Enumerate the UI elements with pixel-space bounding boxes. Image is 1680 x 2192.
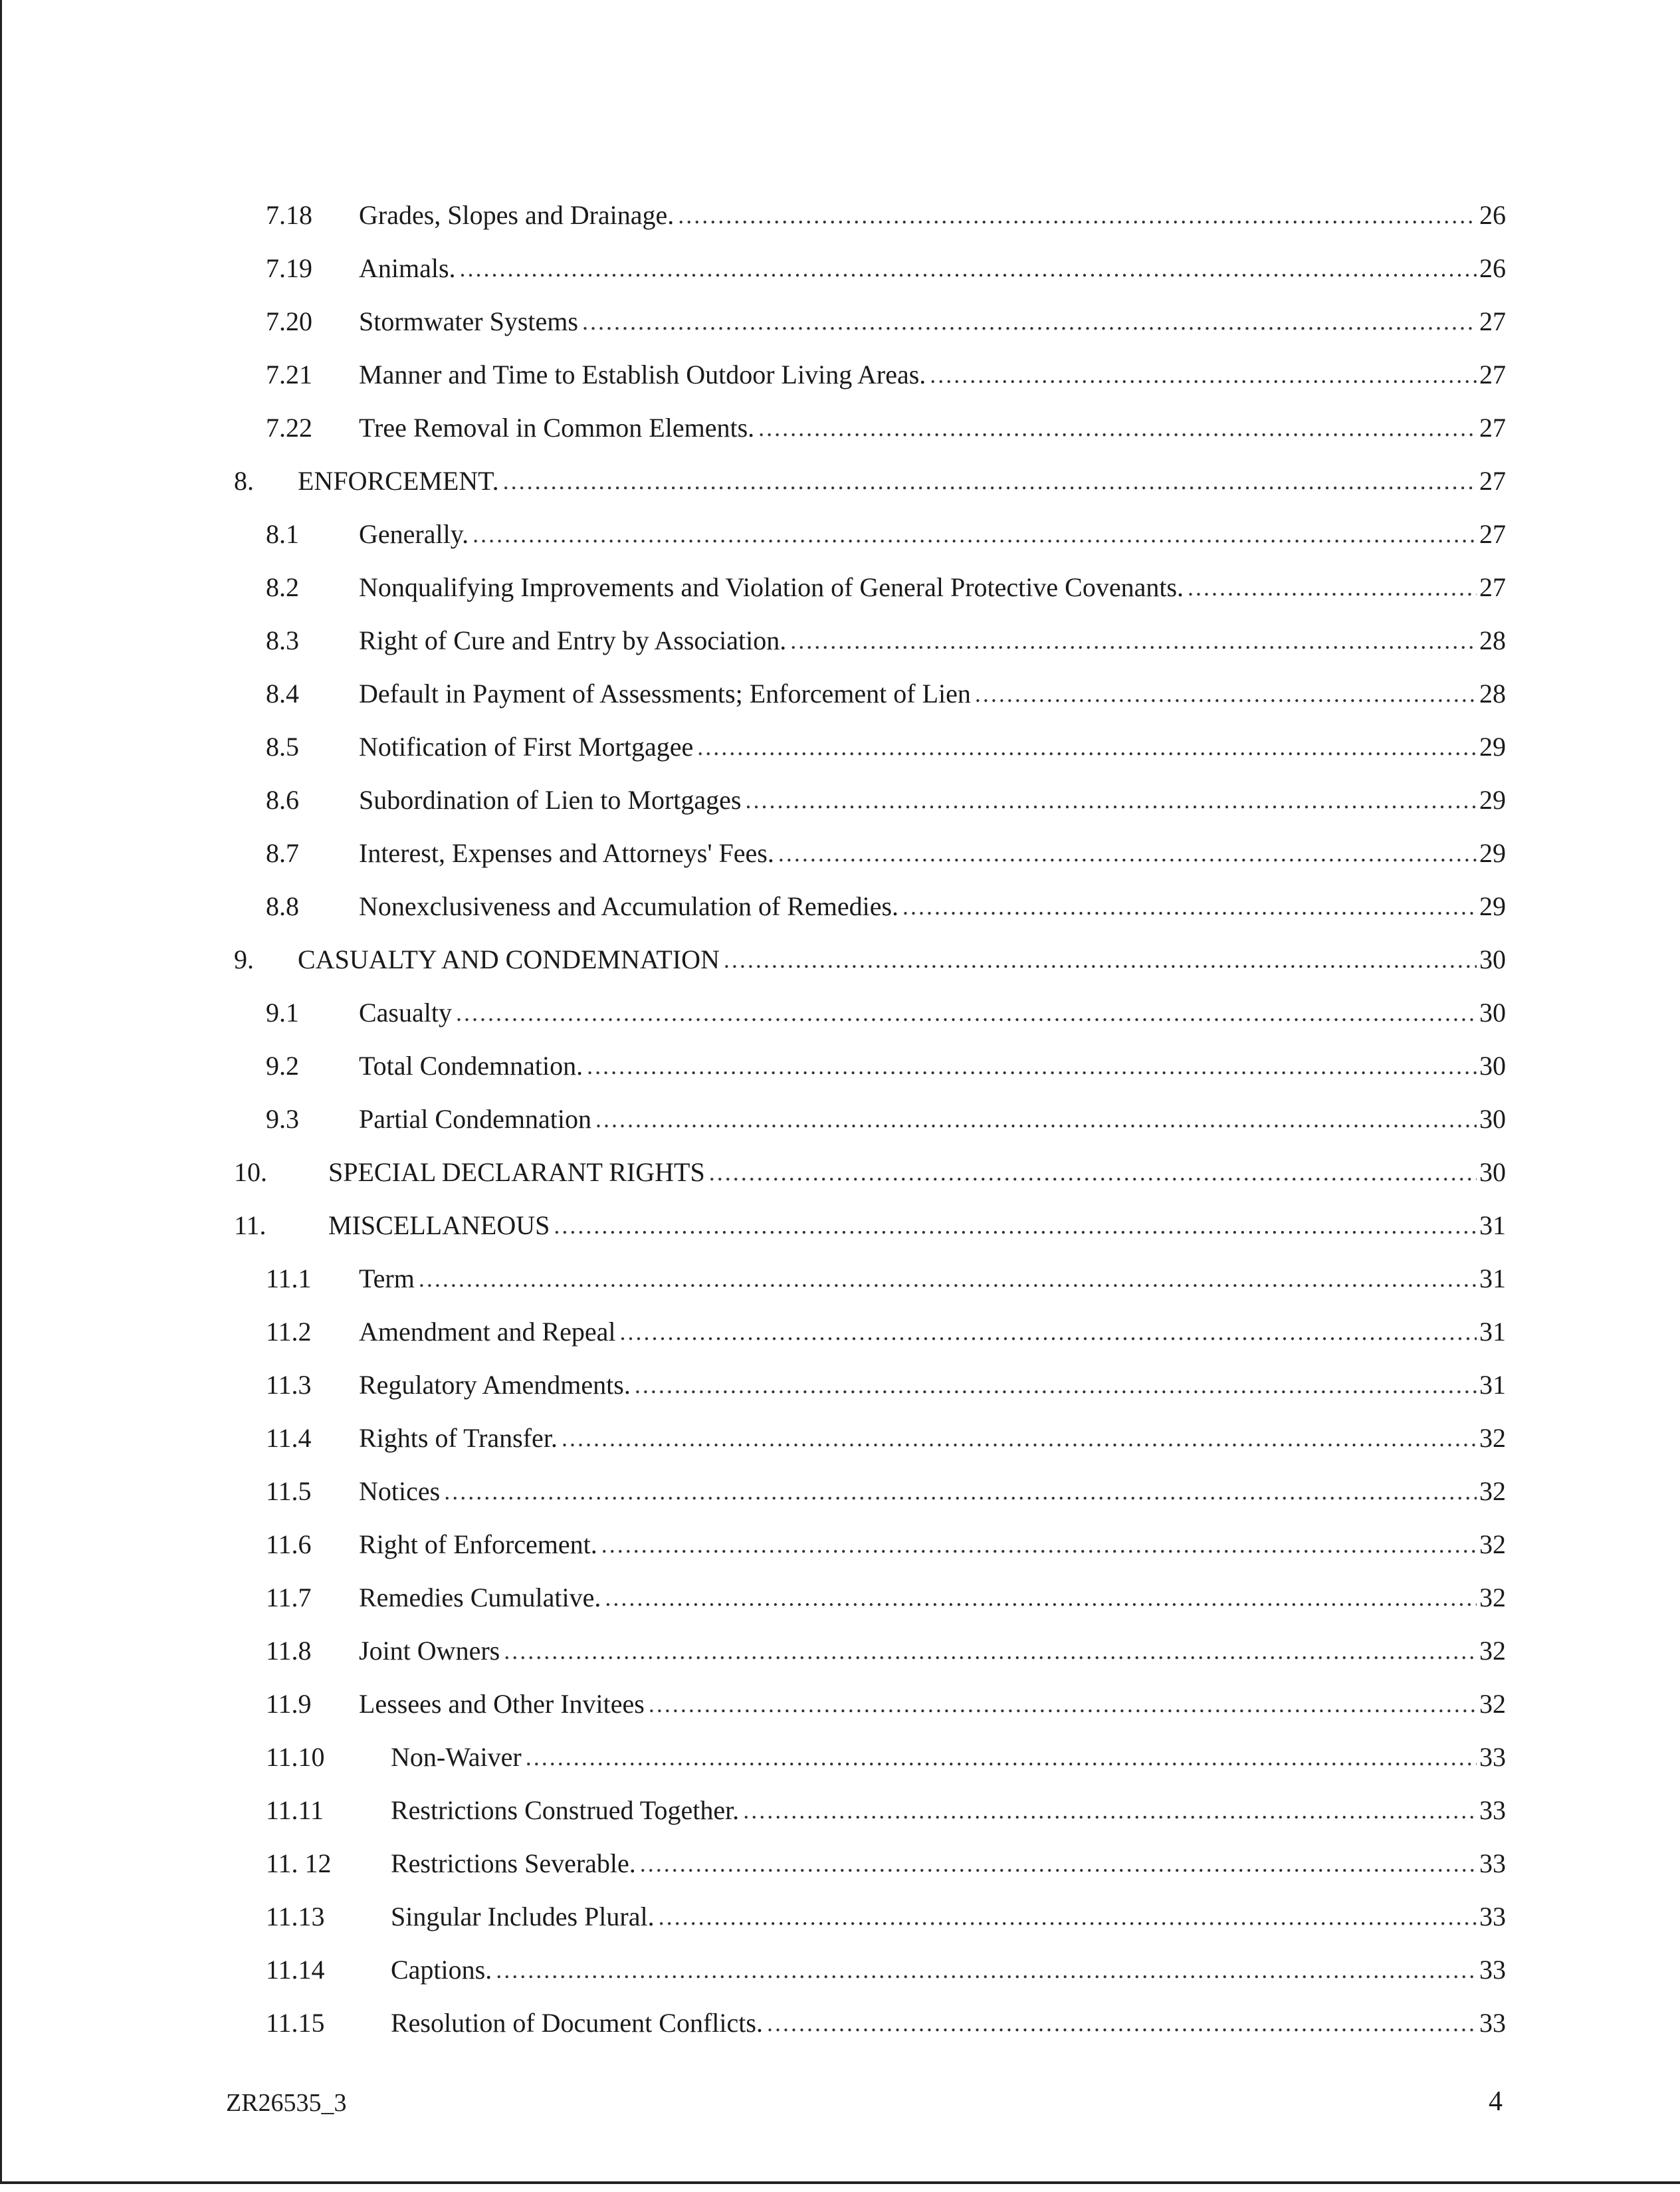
toc-entry-title: SPECIAL DECLARANT RIGHTS [328,1157,705,1187]
toc-dot-leader [635,1369,1477,1401]
toc-entry-title: Captions. [391,1955,492,1985]
toc-entry-number: 11.6 [266,1529,312,1559]
toc-entry-number: 11.11 [266,1795,324,1825]
toc-entry-title: Regulatory Amendments. [359,1370,631,1400]
toc-entry-page: 31 [1479,1263,1506,1293]
toc-dot-leader [444,1476,1477,1507]
toc-entry-page: 27 [1479,572,1506,602]
toc-entry [266,829,1506,869]
toc-entry [266,510,1506,550]
toc-entry-title: MISCELLANEOUS [328,1210,550,1240]
toc-entry-number: 7.22 [266,413,312,443]
toc-entry-title: Resolution of Document Conflicts. [391,2008,763,2038]
toc-entry-title: Nonexclusiveness and Accumulation of Remedies. [359,891,899,921]
toc-entry-title: Right of Enforcement. [359,1529,597,1559]
toc-entry-page: 32 [1479,1423,1506,1453]
toc-dot-leader [659,1901,1477,1933]
toc-dot-leader [767,2007,1477,2039]
toc-entry-number: 10. [234,1157,267,1187]
toc-entry-number: 9.1 [266,998,299,1028]
toc-entry [266,1361,1506,1401]
toc-entry-number: 8.5 [266,732,299,762]
toc-entry-number: 7.21 [266,360,312,389]
toc-dot-leader [595,1103,1477,1135]
toc-entry [234,1149,1506,1188]
page-left-edge [0,0,2,2181]
toc-entry [266,298,1506,338]
toc-dot-leader [930,359,1477,391]
toc-dot-leader [620,1316,1477,1348]
toc-entry-page: 32 [1479,1689,1506,1719]
toc-entry-number: 7.18 [266,200,312,230]
toc-entry-page: 33 [1479,2008,1506,2038]
toc-entry-title: Restrictions Severable. [391,1848,636,1878]
toc-entry-title: Term [359,1263,415,1293]
toc-dot-leader [745,784,1477,816]
toc-dot-leader [640,1848,1477,1880]
toc-dot-leader [460,253,1477,284]
toc-entry-page: 31 [1479,1317,1506,1347]
toc-dot-leader [601,1529,1477,1561]
toc-entry [266,1255,1506,1295]
toc-entry-title: Singular Includes Plural. [391,1902,655,1931]
toc-dot-leader [724,944,1477,976]
toc-entry [266,1308,1506,1348]
toc-entry-title: Restrictions Construed Together. [391,1795,740,1825]
toc-entry-page: 31 [1479,1210,1506,1240]
toc-entry-title: Default in Payment of Assessments; Enforcement of Lien [359,679,971,709]
toc-dot-leader [649,1688,1477,1720]
toc-entry [266,1414,1506,1454]
toc-entry-number: 8.8 [266,891,299,921]
toc-entry-number: 8.3 [266,625,299,655]
toc-entry-title: Stormwater Systems [359,306,578,336]
toc-entry-page: 32 [1479,1636,1506,1666]
toc-entry-number: 11.3 [266,1370,312,1400]
toc-dot-leader [743,1795,1477,1826]
toc-entry-page: 30 [1479,1051,1506,1081]
toc-entry-title: Joint Owners [359,1636,500,1666]
toc-entry-title: Remedies Cumulative. [359,1583,601,1612]
toc-entry-page: 28 [1479,679,1506,709]
toc-dot-leader [456,997,1477,1029]
toc-entry [266,351,1506,391]
toc-entry [266,1095,1506,1135]
toc-entry [266,191,1506,231]
toc-entry-number: 7.20 [266,306,312,336]
toc-entry [266,404,1506,444]
toc-dot-leader [472,518,1477,550]
toc-entry-page: 33 [1479,1795,1506,1825]
toc-entry-number: 11.9 [266,1689,312,1719]
toc-entry-page: 32 [1479,1583,1506,1612]
toc-entry [266,1521,1506,1561]
toc-entry-number: 8.7 [266,838,299,868]
toc-entry-title: Right of Cure and Entry by Association. [359,625,787,655]
toc-entry-number: 9.2 [266,1051,299,1081]
toc-entry-page: 27 [1479,413,1506,443]
toc-entry [266,1733,1506,1773]
toc-entry-number: 9. [234,944,254,974]
toc-entry [266,1042,1506,1082]
toc-entry-page: 29 [1479,891,1506,921]
toc-entry-page: 30 [1479,998,1506,1028]
toc-dot-leader [975,678,1477,710]
toc-dot-leader [496,1954,1477,1986]
toc-dot-leader [526,1741,1477,1773]
toc-dot-leader [778,837,1477,869]
toc-entry [266,1840,1506,1880]
toc-dot-leader [678,199,1477,231]
toc-entry-page: 27 [1479,306,1506,336]
toc-entry-title: Interest, Expenses and Attorneys' Fees. [359,838,774,868]
toc-entry-page: 32 [1479,1529,1506,1559]
document-id: ZR26535_3 [226,2089,347,2117]
toc-dot-leader [503,465,1477,497]
toc-dot-leader [605,1582,1477,1614]
toc-dot-leader [758,412,1477,444]
toc-entry-number: 11.7 [266,1583,312,1612]
toc-entry-page: 32 [1479,1476,1506,1506]
toc-entry-title: Casualty [359,998,452,1028]
toc-dot-leader [1188,572,1477,603]
toc-entry-page: 26 [1479,253,1506,283]
toc-entry-title: Tree Removal in Common Elements. [359,413,755,443]
toc-entry-page: 27 [1479,360,1506,389]
toc-entry-number: 8.4 [266,679,299,709]
toc-entry-number: 11.8 [266,1636,312,1666]
toc-entry-number: 11.4 [266,1423,312,1453]
toc-entry-title: Generally. [359,519,469,549]
toc-entry [266,564,1506,603]
toc-entry-number: 8.6 [266,785,299,815]
toc-entry-title: Notification of First Mortgagee [359,732,694,762]
page-number: 4 [1489,2086,1503,2117]
toc-entry-page: 26 [1479,200,1506,230]
toc-entry-number: 11.14 [266,1955,325,1985]
toc-dot-leader [587,1050,1477,1082]
toc-entry-number: 7.19 [266,253,312,283]
toc-entry [234,1202,1506,1242]
toc-entry-number: 11. [234,1210,266,1240]
toc-entry-title: Non-Waiver [391,1742,522,1772]
toc-entry-title: Total Condemnation. [359,1051,583,1081]
toc-dot-leader [902,891,1477,923]
toc-entry-page: 27 [1479,519,1506,549]
toc-entry-page: 33 [1479,1742,1506,1772]
toc-entry [266,883,1506,923]
toc-entry-number: 9.3 [266,1104,299,1134]
toc-entry-title: Manner and Time to Establish Outdoor Living Areas. [359,360,926,389]
toc-entry [266,1999,1506,2039]
toc-entry-title: Lessees and Other Invitees [359,1689,645,1719]
toc-entry-title: Amendment and Repeal [359,1317,616,1347]
toc-dot-leader [709,1156,1477,1188]
toc-entry-number: 8. [234,466,254,496]
toc-dot-leader [582,306,1477,338]
toc-entry-title: Grades, Slopes and Drainage. [359,200,675,230]
toc-dot-leader [419,1263,1477,1295]
toc-entry [266,245,1506,284]
toc-entry-page: 28 [1479,625,1506,655]
toc-entry [266,1946,1506,1986]
toc-entry-title: Subordination of Lien to Mortgages [359,785,742,815]
toc-dot-leader [554,1210,1477,1242]
toc-entry [234,936,1506,976]
toc-entry-title: CASUALTY AND CONDEMNATION [298,944,720,974]
toc-entry [266,989,1506,1029]
toc-entry-title: Rights of Transfer. [359,1423,558,1453]
toc-entry [266,1893,1506,1933]
toc-entry [266,617,1506,657]
toc-entry-page: 29 [1479,785,1506,815]
toc-entry [266,670,1506,710]
toc-entry-page: 30 [1479,1157,1506,1187]
toc-entry-title: Partial Condemnation [359,1104,591,1134]
toc-entry [266,1787,1506,1826]
toc-entry-page: 33 [1479,1955,1506,1985]
toc-entry-page: 33 [1479,1848,1506,1878]
toc-entry-number: 11.5 [266,1476,312,1506]
toc-entry [266,1627,1506,1667]
toc-entry-page: 29 [1479,732,1506,762]
toc-entry-page: 30 [1479,1104,1506,1134]
toc-entry-page: 33 [1479,1902,1506,1931]
toc-entry-number: 8.1 [266,519,299,549]
toc-dot-leader [504,1635,1477,1667]
toc-dot-leader [562,1422,1477,1454]
toc-entry [266,1680,1506,1720]
toc-dot-leader [697,731,1477,763]
toc-entry [266,723,1506,763]
toc-entry-title: ENFORCEMENT. [298,466,499,496]
toc-entry-page: 29 [1479,838,1506,868]
toc-entry-page: 31 [1479,1370,1506,1400]
toc-dot-leader [790,625,1477,657]
toc-entry [266,776,1506,816]
toc-entry-number: 11.15 [266,2008,325,2038]
toc-entry-number: 11. 12 [266,1848,332,1878]
toc-entry-page: 30 [1479,944,1506,974]
toc-entry-page: 27 [1479,466,1506,496]
page-bottom-edge [0,2181,1680,2184]
toc-entry-title: Animals. [359,253,456,283]
toc-entry-title: Notices [359,1476,441,1506]
toc-entry [266,1468,1506,1507]
toc-entry-number: 8.2 [266,572,299,602]
toc-entry-number: 11.10 [266,1742,325,1772]
toc-entry-number: 11.13 [266,1902,325,1931]
toc-entry-number: 11.2 [266,1317,312,1347]
toc-entry-title: Nonqualifying Improvements and Violation of General Protective Covenants. [359,572,1184,602]
toc-entry [266,1574,1506,1614]
toc-entry-number: 11.1 [266,1263,312,1293]
toc-entry [234,457,1506,497]
